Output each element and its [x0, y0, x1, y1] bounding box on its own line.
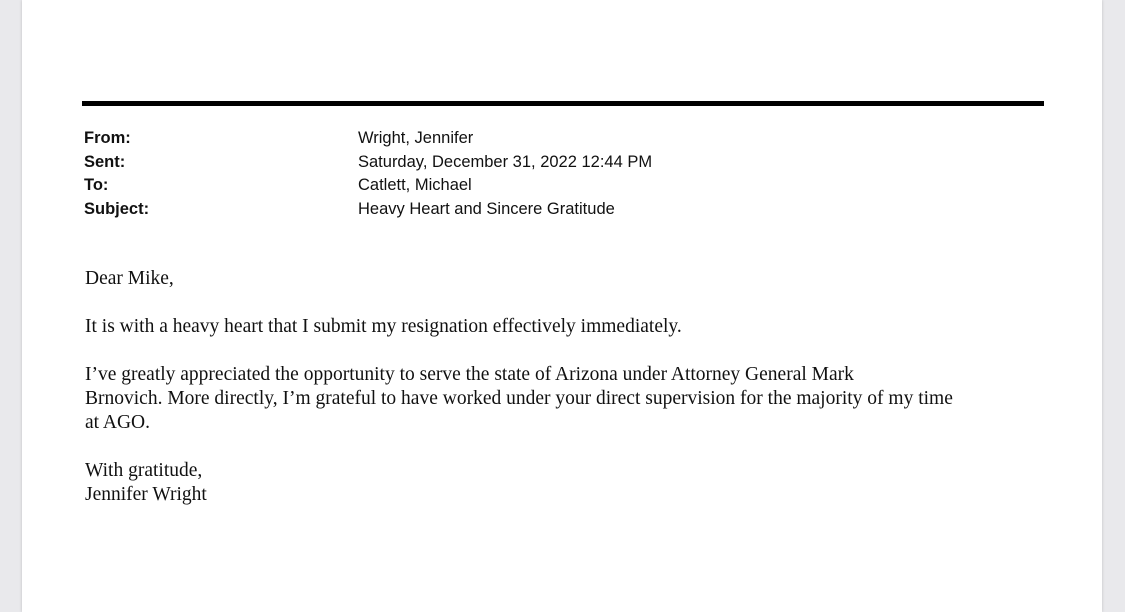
- sent-label: Sent:: [84, 152, 126, 171]
- to-label: To:: [84, 176, 109, 195]
- paragraph-spacer: [85, 339, 1065, 363]
- subject-label: Subject:: [84, 200, 150, 219]
- from-value: Wright, Jennifer: [358, 129, 474, 147]
- greeting: Dear Mike,: [85, 268, 174, 289]
- closing: With gratitude,: [85, 460, 203, 481]
- paragraph-gratitude-line-3: at AGO.: [85, 412, 150, 433]
- paragraph-spacer: [85, 291, 1065, 315]
- header-divider: [82, 101, 1044, 106]
- signature: Jennifer Wright: [85, 484, 207, 505]
- paragraph-spacer: [85, 435, 1065, 459]
- paragraph-resignation: It is with a heavy heart that I submit my resignation effectively immediately.: [85, 316, 682, 337]
- subject-value: Heavy Heart and Sincere Gratitude: [358, 200, 615, 219]
- email-body: [85, 267, 1065, 507]
- document-page: [22, 0, 1102, 612]
- sent-value: Saturday, December 31, 2022 12:44 PM: [358, 152, 653, 171]
- paragraph-gratitude-line-1: I’ve greatly appreciated the opportunity to serve the state of Arizona under Attorney General Mark: [85, 364, 854, 385]
- to-value: Catlett, Michael: [358, 176, 472, 195]
- from-label: From:: [84, 129, 131, 147]
- paragraph-gratitude-line-2: Brnovich. More directly, I’m grateful to have worked under your direct supervision for the majority of my time: [85, 388, 953, 409]
